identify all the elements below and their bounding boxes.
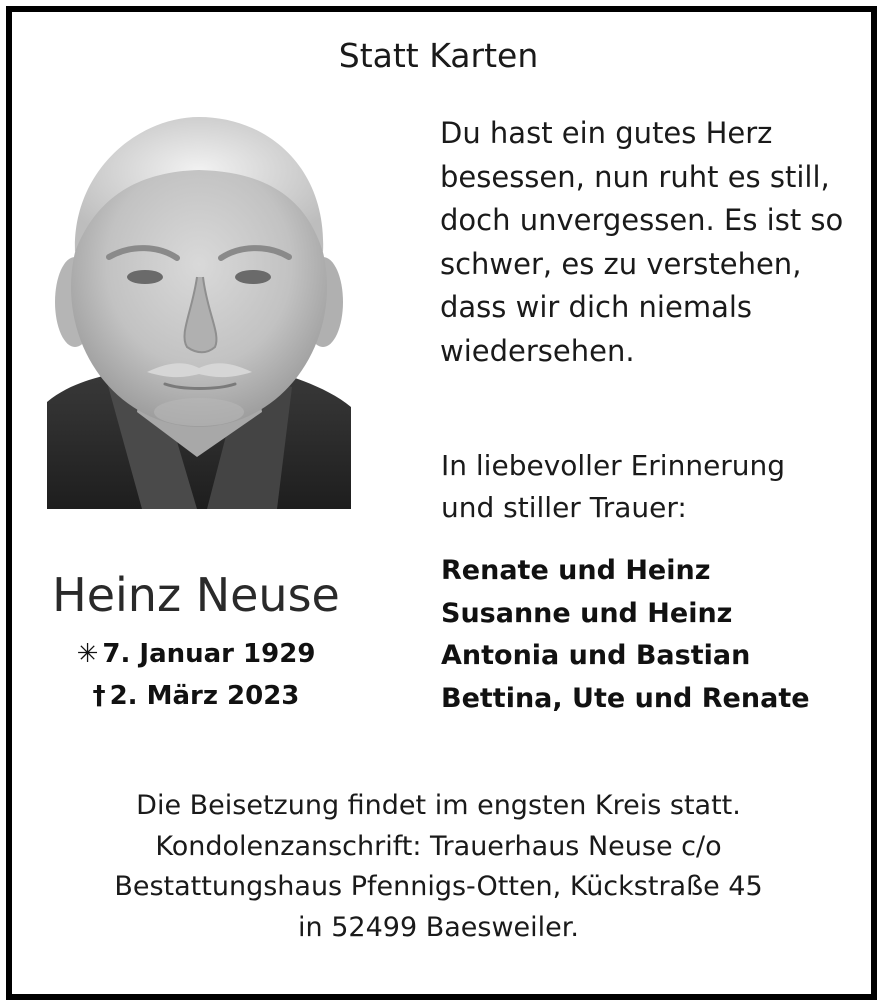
header-statt-karten: Statt Karten: [338, 36, 539, 75]
poem-line: dass wir dich niemals: [440, 290, 753, 324]
poem-line: Du hast ein gutes Herz: [440, 116, 773, 150]
footer-notice: [0, 786, 877, 948]
portrait-photo: [47, 112, 351, 509]
mourners-list: [441, 550, 851, 720]
birth-date-line: [46, 633, 346, 675]
mourner-entry: Renate und Heinz: [441, 555, 711, 586]
mourner-entry: Bettina, Ute und Renate: [441, 682, 810, 714]
birth-date: 7. Januar 1929: [102, 639, 316, 669]
poem-line: wiedersehen.: [440, 333, 635, 368]
poem-verse: [440, 112, 850, 373]
death-date-line: [46, 675, 346, 717]
poem-line: schwer, es zu verstehen,: [440, 246, 802, 281]
deceased-name: Heinz Neuse: [52, 568, 340, 622]
life-dates: [46, 633, 346, 717]
footer-line: Kondolenzanschrift: Trauerhaus Neuse c/o: [155, 830, 722, 862]
birth-star-icon: ✳: [76, 639, 99, 669]
intro-line: und stiller Trauer:: [441, 491, 687, 524]
poem-line: besessen, nun ruht es still,: [440, 159, 830, 194]
intro-line: In liebevoller Erinnerung: [441, 449, 786, 482]
footer-line: in 52499 Baesweiler.: [298, 911, 579, 943]
footer-line: Die Beisetzung findet im engsten Kreis statt.: [136, 790, 741, 821]
mourner-entry: Antonia und Bastian: [441, 640, 751, 671]
mourner-entry: Susanne und Heinz: [441, 597, 733, 629]
mourning-intro: [441, 445, 851, 529]
death-date: 2. März 2023: [109, 681, 300, 711]
death-cross-icon: †: [92, 681, 106, 711]
footer-line: Bestattungshaus Pfennigs-Otten, Kückstraße 45: [114, 871, 763, 902]
poem-line: doch unvergessen. Es ist so: [440, 203, 844, 237]
